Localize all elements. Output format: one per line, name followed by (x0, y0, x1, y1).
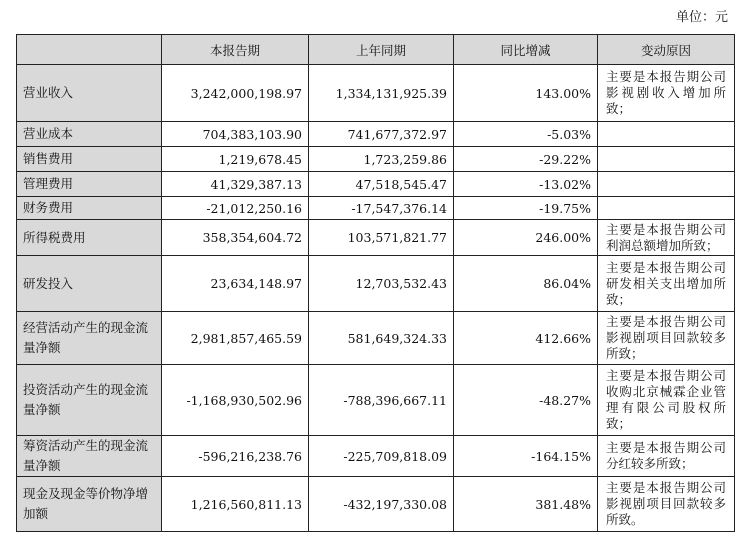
row-item: 经营活动产生的现金流量净额 (17, 312, 162, 365)
row-reason: 主要是本报告期公司收购北京械霖企业管理有限公司股权所致； (598, 365, 735, 436)
row-reason: 主要是本报告期公司利润总额增加所致； (598, 220, 735, 256)
row-prior: 103,571,821.77 (309, 220, 454, 256)
header-reason: 变动原因 (598, 35, 735, 65)
row-prior: -432,197,330.08 (309, 477, 454, 532)
row-prior: 12,703,532.43 (309, 256, 454, 312)
row-change: -48.27% (454, 365, 598, 436)
header-yoy-change: 同比增减 (454, 35, 598, 65)
row-reason: 主要是本报告期公司研发相关支出增加所致； (598, 256, 735, 312)
header-item (17, 35, 162, 65)
row-prior: -788,396,667.11 (309, 365, 454, 436)
row-item: 营业收入 (17, 65, 162, 122)
row-change: -164.15% (454, 436, 598, 477)
row-change: 246.00% (454, 220, 598, 256)
row-prior: 581,649,324.33 (309, 312, 454, 365)
row-prior: 47,518,545.47 (309, 172, 454, 197)
table-row (17, 172, 735, 197)
row-current: -596,216,238.76 (162, 436, 309, 477)
row-prior: -225,709,818.09 (309, 436, 454, 477)
row-change: 381.48% (454, 477, 598, 532)
row-reason: 主要是本报告期公司影视剧收入增加所致； (598, 65, 735, 122)
row-item: 研发投入 (17, 256, 162, 312)
row-current: 1,219,678.45 (162, 147, 309, 172)
table-row (17, 312, 735, 365)
row-item: 管理费用 (17, 172, 162, 197)
row-reason (598, 172, 735, 197)
row-change: -19.75% (454, 197, 598, 220)
row-reason: 主要是本报告期公司分红较多所致； (598, 436, 735, 477)
row-prior: -17,547,376.14 (309, 197, 454, 220)
table-row (17, 256, 735, 312)
row-item: 所得税费用 (17, 220, 162, 256)
row-current: 3,242,000,198.97 (162, 65, 309, 122)
row-current: 704,383,103.90 (162, 122, 309, 147)
row-prior: 1,334,131,925.39 (309, 65, 454, 122)
table-row (17, 477, 735, 532)
row-current: 41,329,387.13 (162, 172, 309, 197)
table-row (17, 65, 735, 122)
table-row (17, 220, 735, 256)
row-item: 财务费用 (17, 197, 162, 220)
row-item: 筹资活动产生的现金流量净额 (17, 436, 162, 477)
row-item: 销售费用 (17, 147, 162, 172)
row-reason: 主要是本报告期公司影视剧项目回款较多所致； (598, 312, 735, 365)
header-current-period: 本报告期 (162, 35, 309, 65)
row-current: -1,168,930,502.96 (162, 365, 309, 436)
row-change: -5.03% (454, 122, 598, 147)
header-prior-period: 上年同期 (309, 35, 454, 65)
row-change: 86.04% (454, 256, 598, 312)
table-header-row (17, 35, 735, 65)
unit-label: 单位：元 (675, 10, 728, 25)
table-row (17, 365, 735, 436)
row-change: 412.66% (454, 312, 598, 365)
row-item: 营业成本 (17, 122, 162, 147)
row-current: 23,634,148.97 (162, 256, 309, 312)
row-item: 现金及现金等价物净增加额 (17, 477, 162, 532)
table-row (17, 122, 735, 147)
row-reason (598, 147, 735, 172)
row-prior: 741,677,372.97 (309, 122, 454, 147)
row-current: 2,981,857,465.59 (162, 312, 309, 365)
row-item: 投资活动产生的现金流量净额 (17, 365, 162, 436)
row-change: -13.02% (454, 172, 598, 197)
row-current: -21,012,250.16 (162, 197, 309, 220)
row-reason: 主要是本报告期公司影视剧项目回款较多所致。 (598, 477, 735, 532)
row-change: 143.00% (454, 65, 598, 122)
financial-change-table (16, 34, 735, 532)
table-row (17, 147, 735, 172)
table-row (17, 436, 735, 477)
table-row (17, 197, 735, 220)
row-current: 1,216,560,811.13 (162, 477, 309, 532)
row-prior: 1,723,259.86 (309, 147, 454, 172)
row-reason (598, 197, 735, 220)
row-reason (598, 122, 735, 147)
row-change: -29.22% (454, 147, 598, 172)
row-current: 358,354,604.72 (162, 220, 309, 256)
